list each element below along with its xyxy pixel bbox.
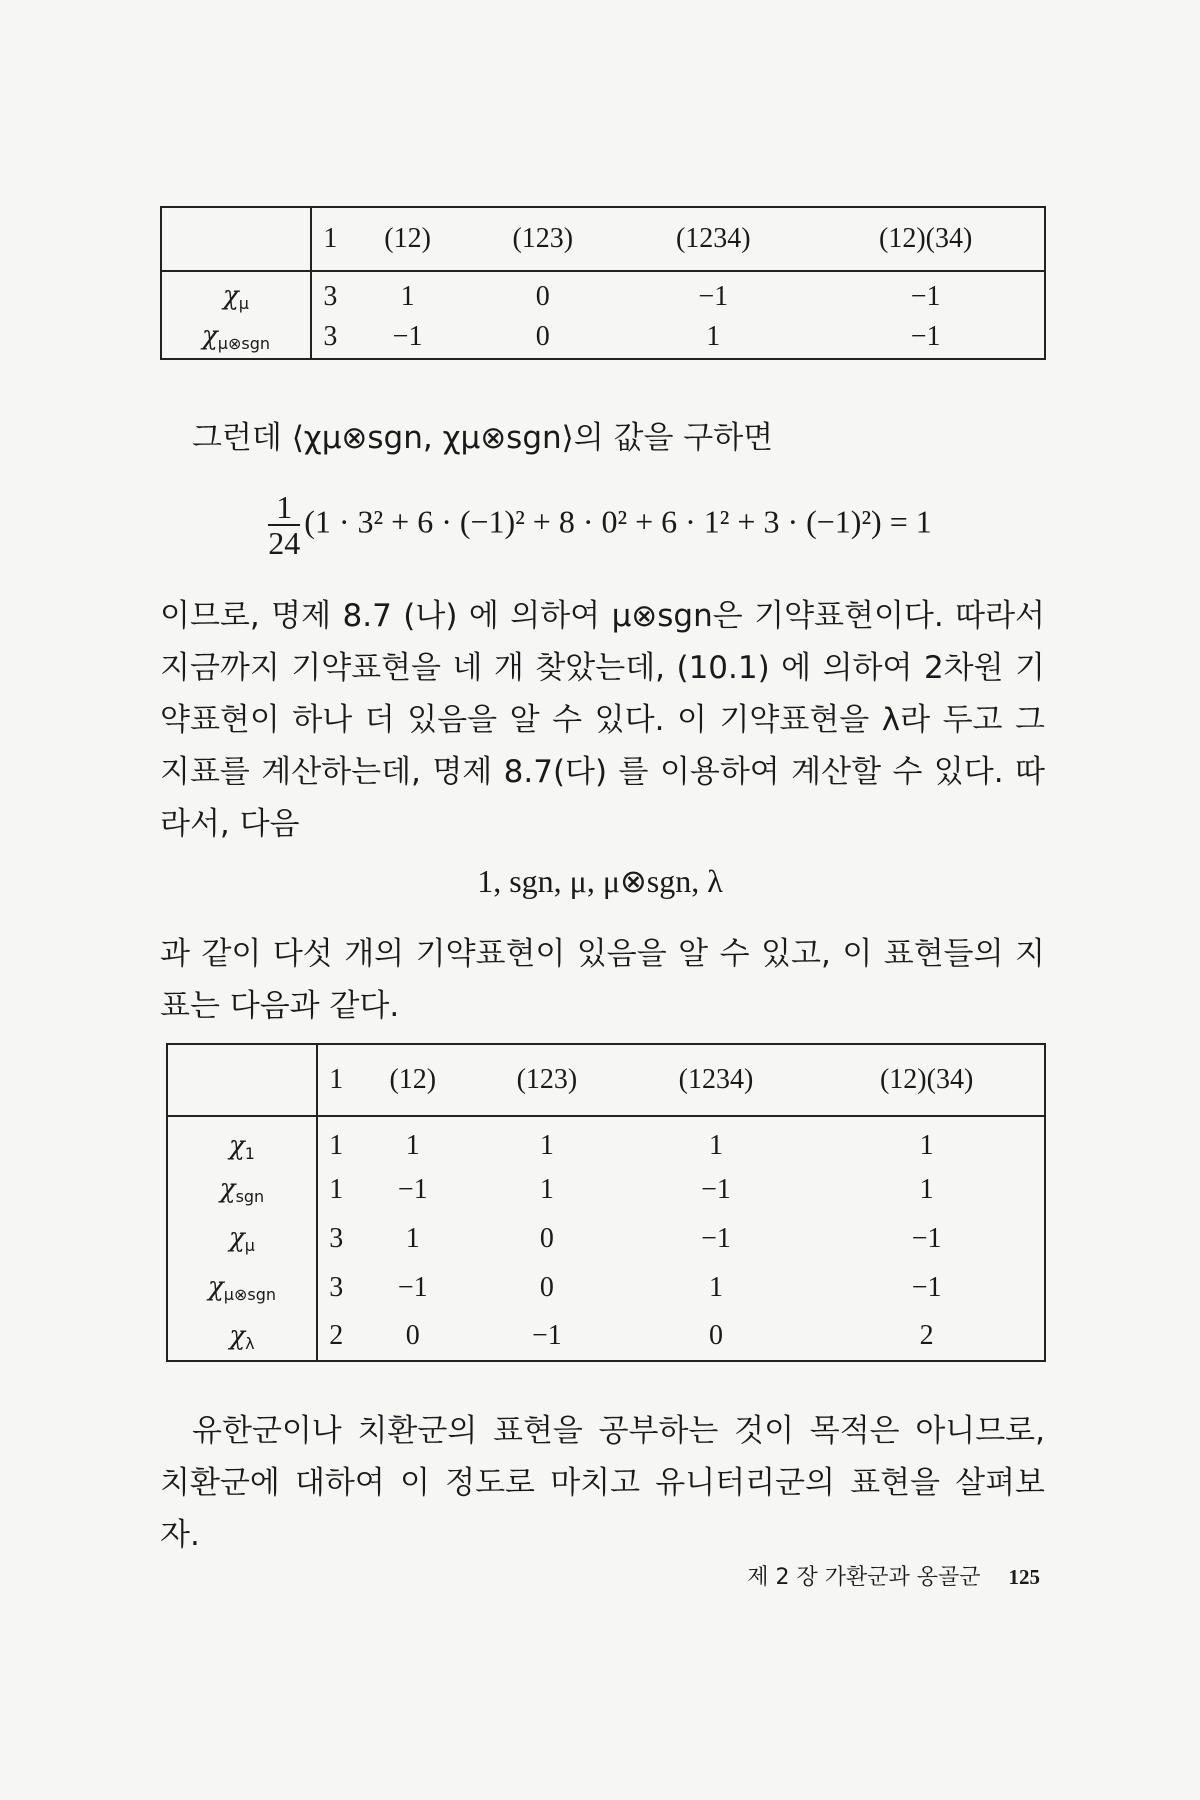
table-cell: 0 (405, 1320, 420, 1351)
table-cell: 0 (539, 1271, 554, 1303)
row-label (167, 1263, 317, 1312)
column-header: 1 (317, 1044, 354, 1116)
inner-product-text: 그런데 ⟨χμ⊗sgn, χμ⊗sgn⟩의 값을 구하면 (192, 420, 774, 456)
chi-subscript: μ⊗sgn (217, 334, 270, 353)
table-row (167, 1263, 1045, 1312)
table-cell: 0 (535, 320, 550, 352)
paragraph-2: 과 같이 다섯 개의 기약표현이 있음을 알 수 있고, 이 표현들의 지표는 다음과 같다. (160, 936, 1045, 1024)
column-header: (12)(34) (809, 1044, 1045, 1116)
character-table-full (166, 1043, 1046, 1362)
table-cell: 0 (535, 280, 550, 312)
table-header-row (161, 207, 1045, 271)
table-cell: 1 (919, 1173, 934, 1205)
chi-subscript: 1 (244, 1143, 255, 1163)
column-header: (12)(34) (807, 207, 1045, 271)
column-header: (123) (471, 1044, 623, 1116)
table-cell: 3 (323, 320, 338, 352)
column-header: (1234) (623, 1044, 810, 1116)
table-cell: 1 (329, 1173, 344, 1205)
chi-subscript: λ (245, 1333, 255, 1353)
chi-symbol: χ (208, 1272, 224, 1302)
chi-symbol: χ (219, 1174, 236, 1204)
table-cell: 1 (329, 1130, 344, 1161)
table-cell: −1 (698, 280, 729, 312)
representation-list: 1, sgn, μ, μ⊗sgn, λ (477, 863, 723, 899)
chi-subscript: μ (244, 1236, 255, 1255)
table-cell: 1 (919, 1130, 934, 1161)
table-cell: 0 (539, 1222, 554, 1254)
chi-symbol: χ (229, 1223, 245, 1253)
character-table-partial (160, 206, 1046, 360)
formula-body: (1 · 3² + 6 · (−1)² + 8 · 0² + 6 · 1² + 3 · (−1)²) = 1 (304, 503, 932, 540)
chi-subscript: μ (238, 294, 249, 313)
fraction (268, 490, 300, 560)
chi-symbol: χ (202, 321, 218, 351)
table-cell: 1 (405, 1130, 420, 1161)
table-cell: −1 (910, 320, 941, 352)
page-number: 125 (1008, 1565, 1040, 1589)
chi-subscript: sgn (235, 1187, 265, 1206)
table-cell: 0 (708, 1320, 723, 1351)
table-cell: −1 (397, 1271, 428, 1303)
table-row (167, 1312, 1045, 1361)
table-cell: −1 (910, 280, 941, 312)
fraction-denominator: 24 (268, 525, 301, 561)
column-header: (12) (349, 207, 467, 271)
table-cell: 2 (329, 1320, 344, 1351)
table-cell: −1 (911, 1222, 942, 1254)
table-row (167, 1165, 1045, 1214)
table-cell: 1 (708, 1130, 723, 1161)
chi-symbol: χ (229, 1130, 245, 1161)
chapter-title: 제 2 장 가환군과 옹골군 (747, 1565, 981, 1590)
paragraph-1: 이므로, 명제 8.7 (나) 에 의하여 μ⊗sgn은 기약표현이다. 따라서 지금까지 기약표현을 네 개 찾았는데, (10.1) 에 의하여 2차원 기약표현이 하나 더 있음을 알 수 있다. 이 기약표현을 λ라 두고 그 지표를 계산하는데, 명제 8.7(다) 를 이용하여 계산할 수 있다. 따라서, 다음 (160, 598, 1045, 842)
table-cell: 1 (706, 320, 721, 352)
table-row (161, 271, 1045, 315)
table-cell: −1 (701, 1173, 731, 1205)
formula (0, 490, 1200, 560)
table-row (161, 315, 1045, 359)
column-header: (12) (354, 1044, 471, 1116)
table-cell: 1 (539, 1130, 554, 1161)
row-label (161, 271, 311, 315)
row-label (167, 1312, 317, 1361)
table-cell: 3 (323, 280, 338, 312)
table-cell: 2 (919, 1320, 934, 1351)
table-cell: 1 (708, 1271, 723, 1303)
column-header: 1 (311, 207, 349, 271)
column-header: (1234) (619, 207, 807, 271)
table-corner-cell (167, 1044, 317, 1116)
row-label (161, 315, 311, 359)
paragraph-3: 유한군이나 치환군의 표현을 공부하는 것이 목적은 아니므로, 치환군에 대하여 이 정도로 마치고 유니터리군의 표현을 살펴보자. (160, 1413, 1045, 1553)
chi-symbol: χ (229, 1320, 246, 1351)
table-cell: −1 (397, 1173, 428, 1205)
table-cell: 1 (400, 280, 415, 312)
table-cell: −1 (392, 320, 423, 352)
table-cell: −1 (911, 1271, 942, 1303)
fraction-numerator: 1 (268, 490, 300, 526)
inner-product-line (160, 412, 1045, 464)
table-cell: −1 (531, 1320, 562, 1351)
table-cell: 1 (539, 1173, 554, 1205)
table-cell: −1 (701, 1222, 731, 1254)
page-footer (747, 1560, 1040, 1591)
row-label (167, 1116, 317, 1165)
table-cell: 1 (405, 1222, 420, 1254)
table-row (167, 1116, 1045, 1165)
table-cell: 3 (329, 1222, 344, 1254)
row-label (167, 1165, 317, 1214)
chi-symbol: χ (223, 281, 239, 311)
table-row (167, 1214, 1045, 1263)
table-header-row (167, 1044, 1045, 1116)
column-header: (123) (466, 207, 619, 271)
table-corner-cell (161, 207, 311, 271)
row-label (167, 1214, 317, 1263)
chi-subscript: μ⊗sgn (223, 1285, 276, 1304)
table-cell: 3 (329, 1271, 344, 1303)
